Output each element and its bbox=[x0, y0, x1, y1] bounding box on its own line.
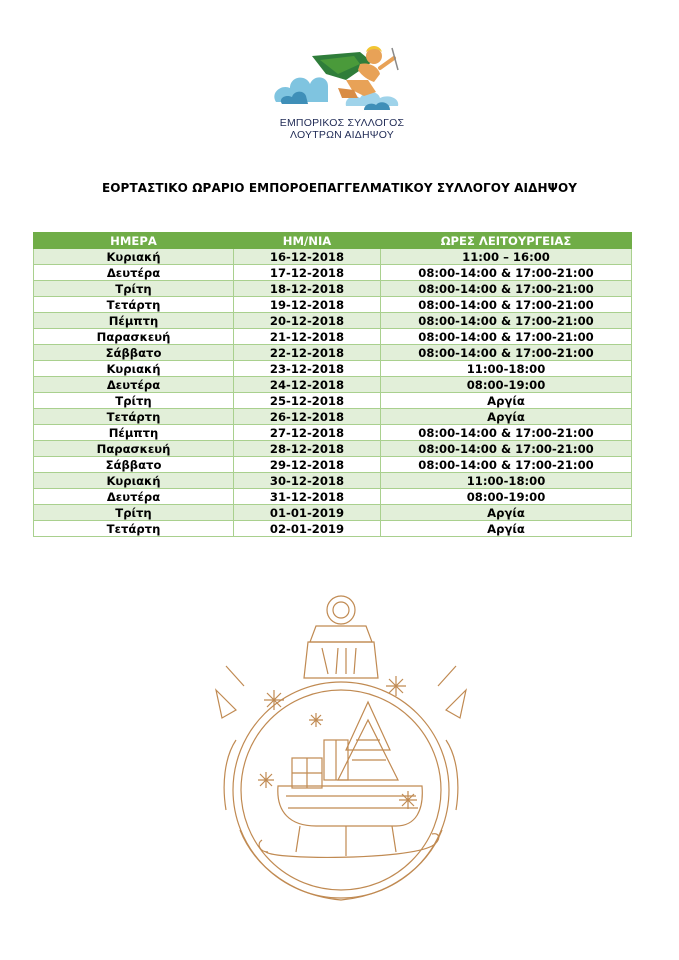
cell-day: Πέμπτη bbox=[34, 425, 234, 441]
cell-date: 29-12-2018 bbox=[234, 457, 381, 473]
cell-day: Κυριακή bbox=[34, 473, 234, 489]
cell-day: Σάββατο bbox=[34, 345, 234, 361]
table-row bbox=[34, 441, 632, 457]
cell-date: 24-12-2018 bbox=[234, 377, 381, 393]
table-row bbox=[34, 425, 632, 441]
cell-hours: 08:00-19:00 bbox=[381, 377, 632, 393]
ornament-illustration bbox=[196, 590, 486, 920]
table-row bbox=[34, 473, 632, 489]
cell-day: Δευτέρα bbox=[34, 377, 234, 393]
cell-day: Σάββατο bbox=[34, 457, 234, 473]
cell-day: Τετάρτη bbox=[34, 297, 234, 313]
cell-date: 20-12-2018 bbox=[234, 313, 381, 329]
cell-date: 25-12-2018 bbox=[234, 393, 381, 409]
table-row bbox=[34, 393, 632, 409]
cell-hours: 08:00-19:00 bbox=[381, 489, 632, 505]
table-row bbox=[34, 249, 632, 265]
cell-date: 27-12-2018 bbox=[234, 425, 381, 441]
cell-day: Τρίτη bbox=[34, 281, 234, 297]
cell-date: 23-12-2018 bbox=[234, 361, 381, 377]
cell-hours: 08:00-14:00 & 17:00-21:00 bbox=[381, 265, 632, 281]
cell-hours: 08:00-14:00 & 17:00-21:00 bbox=[381, 313, 632, 329]
table-row bbox=[34, 361, 632, 377]
cell-day: Τετάρτη bbox=[34, 409, 234, 425]
cell-hours: 08:00-14:00 & 17:00-21:00 bbox=[381, 329, 632, 345]
cell-date: 18-12-2018 bbox=[234, 281, 381, 297]
cell-hours: Αργία bbox=[381, 521, 632, 537]
table-row bbox=[34, 377, 632, 393]
cell-hours: 08:00-14:00 & 17:00-21:00 bbox=[381, 281, 632, 297]
cell-hours: 08:00-14:00 & 17:00-21:00 bbox=[381, 457, 632, 473]
document-title: ΕΟΡΤΑΣΤΙΚΟ ΩΡΑΡΙΟ ΕΜΠΟΡΟΕΠΑΓΓΕΛΜΑΤΙΚΟΥ ΣΥΛΛΟΓΟΥ ΑΙΔΗΨΟΥ bbox=[101, 181, 578, 195]
cell-date: 26-12-2018 bbox=[234, 409, 381, 425]
cell-date: 02-01-2019 bbox=[234, 521, 381, 537]
christmas-bauble-sleigh-icon bbox=[196, 590, 486, 920]
table-row bbox=[34, 313, 632, 329]
cell-date: 21-12-2018 bbox=[234, 329, 381, 345]
cell-hours: 11:00-18:00 bbox=[381, 361, 632, 377]
cell-day: Δευτέρα bbox=[34, 265, 234, 281]
cell-day: Κυριακή bbox=[34, 249, 234, 265]
cell-hours: 11:00 – 16:00 bbox=[381, 249, 632, 265]
table-row bbox=[34, 265, 632, 281]
cell-day: Πέμπτη bbox=[34, 313, 234, 329]
table-row bbox=[34, 489, 632, 505]
logo-text-line1: ΕΜΠΟΡΙΚΟΣ ΣΥΛΛΟΓΟΣ bbox=[279, 117, 405, 129]
cell-date: 30-12-2018 bbox=[234, 473, 381, 489]
cell-date: 31-12-2018 bbox=[234, 489, 381, 505]
holiday-schedule-table bbox=[33, 232, 632, 537]
hermes-cloud-icon bbox=[268, 40, 416, 118]
cell-day: Παρασκευή bbox=[34, 329, 234, 345]
association-logo bbox=[268, 40, 416, 140]
cell-hours: 08:00-14:00 & 17:00-21:00 bbox=[381, 345, 632, 361]
cell-day: Παρασκευή bbox=[34, 441, 234, 457]
cell-date: 22-12-2018 bbox=[234, 345, 381, 361]
table-row bbox=[34, 297, 632, 313]
header-hours: ΩΡΕΣ ΛΕΙΤΟΥΡΓΕΙΑΣ bbox=[381, 233, 632, 249]
table-row bbox=[34, 457, 632, 473]
cell-day: Τρίτη bbox=[34, 393, 234, 409]
table-row bbox=[34, 281, 632, 297]
cell-hours: 08:00-14:00 & 17:00-21:00 bbox=[381, 441, 632, 457]
cell-day: Κυριακή bbox=[34, 361, 234, 377]
table-header-row bbox=[34, 233, 632, 249]
header-date: ΗΜ/ΝΙΑ bbox=[234, 233, 381, 249]
table-row bbox=[34, 409, 632, 425]
cell-hours: 08:00-14:00 & 17:00-21:00 bbox=[381, 425, 632, 441]
table-row bbox=[34, 505, 632, 521]
header-day: ΗΜΕΡΑ bbox=[34, 233, 234, 249]
cell-hours: Αργία bbox=[381, 393, 632, 409]
cell-hours: Αργία bbox=[381, 409, 632, 425]
cell-date: 01-01-2019 bbox=[234, 505, 381, 521]
cell-date: 16-12-2018 bbox=[234, 249, 381, 265]
cell-hours: Αργία bbox=[381, 505, 632, 521]
cell-hours: 08:00-14:00 & 17:00-21:00 bbox=[381, 297, 632, 313]
table-row bbox=[34, 521, 632, 537]
cell-date: 19-12-2018 bbox=[234, 297, 381, 313]
table-row bbox=[34, 329, 632, 345]
cell-hours: 11:00-18:00 bbox=[381, 473, 632, 489]
cell-date: 28-12-2018 bbox=[234, 441, 381, 457]
cell-day: Δευτέρα bbox=[34, 489, 234, 505]
logo-text-line2: ΛΟΥΤΡΩΝ ΑΙΔΗΨΟΥ bbox=[290, 129, 394, 141]
table-row bbox=[34, 345, 632, 361]
cell-day: Τρίτη bbox=[34, 505, 234, 521]
cell-day: Τετάρτη bbox=[34, 521, 234, 537]
cell-date: 17-12-2018 bbox=[234, 265, 381, 281]
